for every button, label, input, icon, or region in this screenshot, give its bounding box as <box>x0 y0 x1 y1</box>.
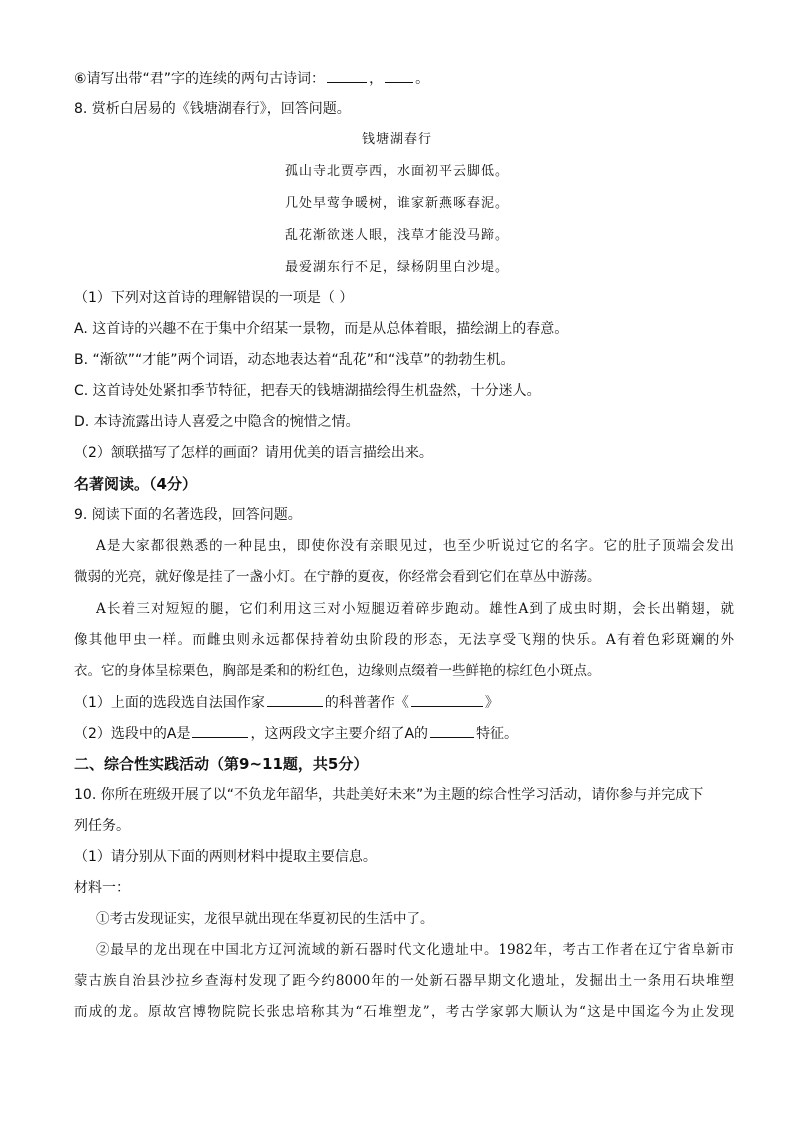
material-1-item-2-line-1: ②最早的龙出现在中国北方辽河流域的新石器时代文化遗址中。1982年，考古工作者在辽宁省阜新市 <box>96 942 734 958</box>
question-6 <box>74 68 734 89</box>
q9-feature-blank[interactable] <box>430 723 474 738</box>
poem-line-1: 孤山寺北贾亭西，水面初平云脚低。 <box>284 164 509 179</box>
q6-end: 。 <box>415 71 430 87</box>
q9-para1-line-1: A是大家都很熟悉的一种昆虫，即使你没有亲眼见过，也至少听说过它的名字。它的肚子顶端会发出 <box>96 538 734 554</box>
section-practice-heading: 二、综合性实践活动（第9~11题，共5分） <box>74 755 369 773</box>
q10-stem-line-1: 10. 你所在班级开展了以“不负龙年韶华，共赴美好未来”为主题的综合性学习活动，请你参与并完成下 <box>74 787 704 803</box>
q9-sub1-b: 的科普著作《 <box>324 695 409 711</box>
q8-option-a[interactable]: A. 这首诗的兴趣不在于集中介绍某一景物，而是从总体着眼，描绘湖上的春意。 <box>74 321 569 337</box>
material-1-item-2-line-2: 蒙古族自治县沙拉乡查海村发现了距今约8000年的一处新石器早期文化遗址，发掘出土一条用石块堆塑 <box>74 973 734 989</box>
q10-stem-line-2: 列任务。 <box>74 818 130 834</box>
q8-option-c[interactable]: C. 这首诗处处紧扣季节特征，把春天的钱塘湖描绘得生机盎然，十分迷人。 <box>74 383 541 399</box>
poem-line-3: 乱花渐欲迷人眼，浅草才能没马蹄。 <box>284 228 509 243</box>
q6-blank-2[interactable] <box>385 68 413 83</box>
poem-line-2: 几处早莺争暖树，谁家新燕啄春泥。 <box>284 196 509 211</box>
q9-para2-line-2: 像其他甲虫一样。而雌虫则永远都保持着幼虫阶段的形态，无法享受飞翔的快乐。A有着色彩斑斓的外 <box>74 632 734 648</box>
q9-sub2-c: 特征。 <box>476 726 519 742</box>
q9-sub1-c: 》 <box>484 695 499 711</box>
q8-stem: 8. 赏析白居易的《钱塘湖春行》，回答问题。 <box>74 101 351 117</box>
q8-option-d[interactable]: D. 本诗流露出诗人喜爱之中隐含的惋惜之情。 <box>74 414 360 430</box>
q9-stem: 9. 阅读下面的名著选段，回答问题。 <box>74 507 302 523</box>
q9-sub1-a: （1）上面的选段选自法国作家 <box>74 695 265 711</box>
q8-sub2: （2）颔联描写了怎样的画面？请用优美的语言描绘出来。 <box>74 445 433 461</box>
q9-para1-line-2: 微弱的光亮，就好像是挂了一盏小灯。在宁静的夏夜，你经常会看到它们在草丛中游荡。 <box>74 569 601 585</box>
q6-blank-1[interactable] <box>327 68 367 83</box>
q9-author-blank[interactable] <box>267 692 323 707</box>
poem-line-4: 最爱湖东行不足，绿杨阴里白沙堤。 <box>284 260 509 275</box>
q9-para2-line-1: A长着三对短短的腿，它们利用这三对小短腿迈着碎步跑动。雄性A到了成虫时期，会长出鞘翅，就 <box>96 601 734 617</box>
q8-option-b[interactable]: B. “渐欲”“才能”两个词语，动态地表达着“乱花”和“浅草”的勃勃生机。 <box>74 352 515 368</box>
q9-sub2-b: ，这两段文字主要介绍了A的 <box>250 726 429 742</box>
q9-sub2 <box>74 723 734 744</box>
q9-insect-blank[interactable] <box>192 723 248 738</box>
q9-book-blank[interactable] <box>411 692 483 707</box>
q6-sep: ， <box>369 71 384 87</box>
q9-sub1 <box>74 692 734 713</box>
q9-sub2-a: （2）选段中的A是 <box>74 726 191 742</box>
q9-para2-line-3: 衣。它的身体呈棕栗色，胸部是柔和的粉红色，边缘则点缀着一些鲜艳的棕红色小斑点。 <box>74 663 601 679</box>
q8-sub1: （1）下列对这首诗的理解错误的一项是（ ） <box>74 290 354 306</box>
poem-title: 钱塘湖春行 <box>361 132 432 147</box>
q10-sub1: （1）请分别从下面的两则材料中提取主要信息。 <box>74 849 377 865</box>
material-1-item-1: ①考古发现证实，龙很早就出现在华夏初民的生活中了。 <box>96 911 434 927</box>
material-1-item-2-line-3: 而成的龙。原故宫博物院院长张忠培称其为“石堆塑龙”，考古学家郭大顺认为“这是中国迄今为止发现 <box>74 1004 734 1020</box>
section-reading-heading: 名著阅读。（4分） <box>74 475 197 493</box>
material-1-label: 材料一： <box>74 880 130 896</box>
q6-text: ⑥请写出带“君”字的连续的两句古诗词： <box>74 71 326 87</box>
